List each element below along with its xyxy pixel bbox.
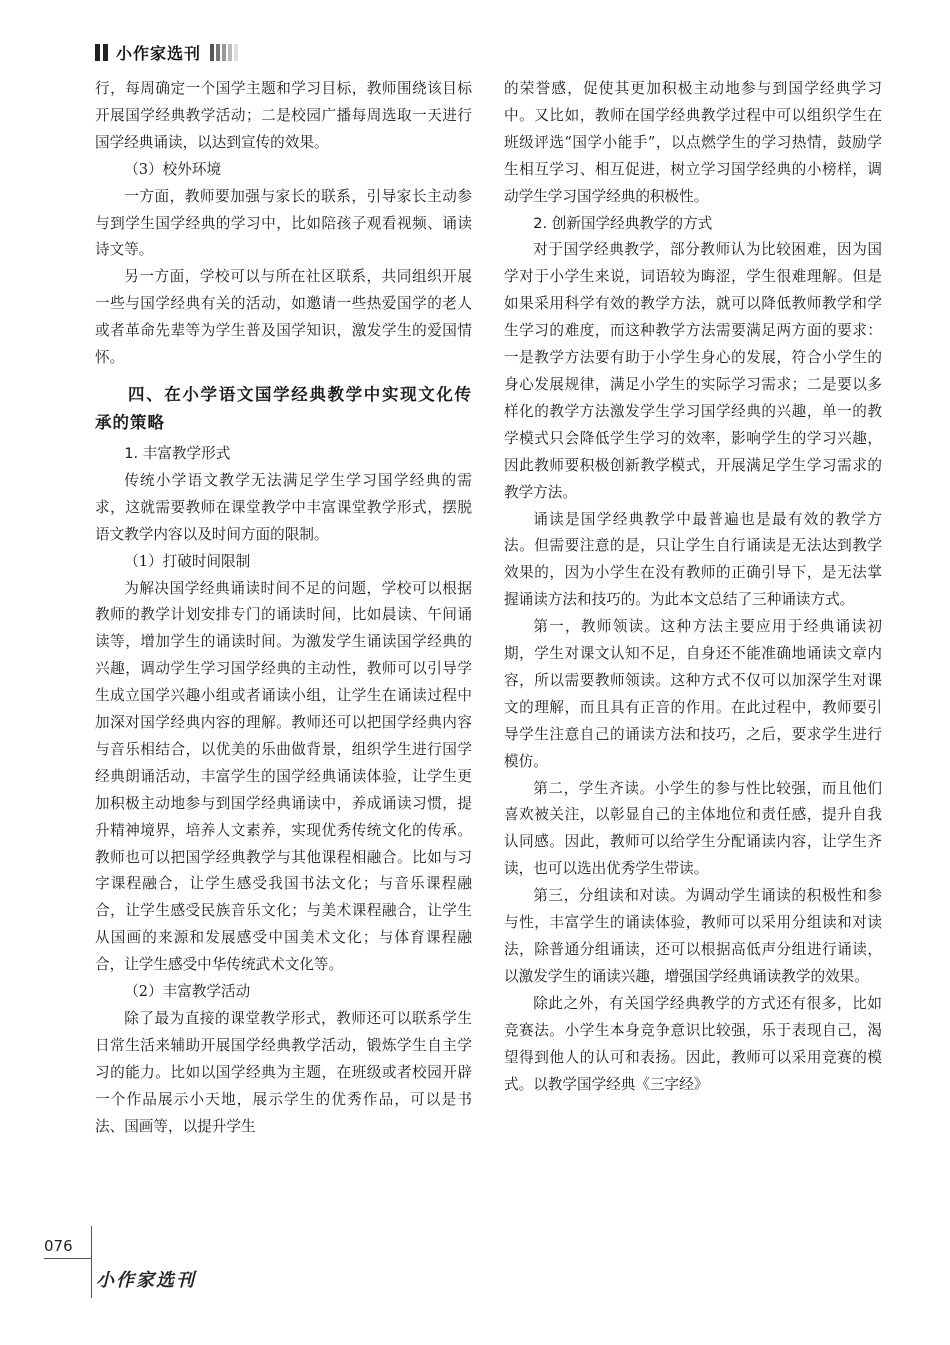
paragraph: 第三，分组读和对读。为调动学生诵读的积极性和参与性，丰富学生的诵读体验，教师可以采用分组读和对读法，除普通分组诵读，还可以根据高低声分组进行诵读，以激发学生的诵读兴趣，增强国学经典诵读教学的效果。	[504, 887, 882, 985]
left-column	[95, 76, 472, 1141]
page-number: 076	[44, 1237, 73, 1255]
paragraph: 第一，教师领读。这种方法主要应用于经典诵读初期，学生对课文认知不足，自身还不能准确地诵读文章内容，所以需要教师领读。这种方式不仅可以加深学生对课文的理解，而且具有正音的作用。在此过程中，教师要引导学生注意自己的诵读方法和技巧，之后，要求学生进行模仿。	[504, 618, 882, 770]
paragraph: 除此之外，有关国学经典教学的方式还有很多，比如竞赛法。小学生本身竞争意识比较强，乐于表现自己，渴望得到他人的认可和表扬。因此，教师可以采用竞赛的模式。以教学国学经典《三字经》	[504, 994, 882, 1093]
paragraph: 对于国学经典教学，部分教师认为比较困难，因为国学对于小学生来说，词语较为晦涩，学生很难理解。但是如果采用科学有效的教学方法，就可以降低教师教学和学生学习的难度，而这种教学方法需要满足两方面的要求：一是教学方法要有助于小学生身心的发展，符合小学生的身心发展规律，满足小学生的实际学习需求；二是要以多样化的教学方法激发学生学习国学经典的兴趣，单一的教学模式只会降低学生学习的效率，影响学生的学习兴趣，因此教师要积极创新教学模式，开展满足学生学习需求的教学方法。	[504, 241, 882, 501]
paragraph: 除了最为直接的课堂教学形式，教师还可以联系学生日常生活来辅助开展国学经典教学活动，锻炼学生自主学习的能力。比如以国学经典为主题，在班级或者校园开辟一个作品展示小天地，展示学生的优秀作品，可以是书法、国画等，以提升学生	[95, 1010, 472, 1135]
subsection-heading: （3）校外环境	[124, 160, 222, 178]
header-gradient-bars-icon	[210, 44, 238, 61]
header-bar	[216, 44, 220, 61]
header-bar	[222, 44, 226, 61]
paragraph-continued: 的荣誉感，促使其更加积极主动地参与到国学经典学习中。又比如，教师在国学经典教学过程中可以组织学生在班级评选“国学小能手”，以点燃学生的学习热情，鼓励学生相互学习、相互促进，树立学习国学经典的小榜样，调动学生学习国学经典的积极性。	[504, 80, 882, 205]
paragraph-continued: 行，每周确定一个国学主题和学习目标，教师围绕该目标开展国学经典教学活动；二是校园广播每周选取一天进行国学经典诵读，以达到宣传的效果。	[95, 80, 472, 151]
journal-title: 小作家选刊	[116, 43, 202, 63]
journal-logo: 小作家选刊	[96, 1270, 196, 1291]
paragraph: 诵读是国学经典教学中最普遍也是最有效的教学方法。但需要注意的是，只让学生自行诵读是无法达到教学效果的，因为小学生在没有教师的正确引导下，是无法掌握诵读方法和技巧的。为此本文总结了三种诵读方式。	[504, 510, 882, 609]
subsection-heading: （2）丰富教学活动	[124, 983, 251, 1001]
subsection-heading: 1. 丰富教学形式	[124, 444, 231, 462]
footer-divider-horizontal	[44, 1258, 92, 1259]
right-column	[504, 76, 882, 1098]
header-bar	[234, 44, 238, 61]
paragraph: 一方面，教师要加强与家长的联系，引导家长主动参与到学生国学经典的学习中，比如陪孩子观看视频、诵读诗文等。	[95, 187, 472, 259]
section-heading: 四、在小学语文国学经典教学中实现文化传承的策略	[95, 384, 472, 432]
paragraph: 传统小学语文教学无法满足学生学习国学经典的需求，这就需要教师在课堂教学中丰富课堂教学形式，摆脱语文教学内容以及时间方面的限制。	[95, 471, 472, 543]
paragraph: 另一方面，学校可以与所在社区联系，共同组织开展一些与国学经典有关的活动，如邀请一些热爱国学的老人或者革命先辈等为学生普及国学知识，激发学生的爱国情怀。	[95, 268, 472, 367]
paragraph: 为解决国学经典诵读时间不足的问题，学校可以根据教师的教学计划安排专门的诵读时间，比如晨读、午间诵读等，增加学生的诵读时间。为激发学生诵读国学经典的兴趣，调动学生学习国学经典的主动性，教师可以引导学生成立国学兴趣小组或者诵读小组，让学生在诵读过程中加深对国学经典内容的理解。教师还可以把国学经典内容与音乐相结合，以优美的乐曲做背景，组织学生进行国学经典朗诵活动，丰富学生的国学经典诵读体验，让学生更加积极主动地参与到国学经典诵读中，养成诵读习惯，提升精神境界，培养人文素养，实现优秀传统文化的传承。教师也可以把国学经典教学与其他课程相融合。比如与习字课程融合，让学生感受我国书法文化；与音乐课程融合，让学生感受民族音乐文化；与美术课程融合，让学生从国画的来源和发展感受中国美术文化；与体育课程融合，让学生感受中华传统武术文化等。	[95, 579, 472, 974]
footer-divider-vertical	[91, 1226, 92, 1298]
header-bar-icon	[95, 44, 108, 61]
subsection-heading: 2. 创新国学经典教学的方式	[533, 214, 713, 232]
header-bar	[228, 44, 232, 61]
paragraph: 第二，学生齐读。小学生的参与性比较强，而且他们喜欢被关注，以彰显自己的主体地位和责任感，提升自我认同感。因此，教师可以给学生分配诵读内容，让学生齐读，也可以选出优秀学生带读。	[504, 779, 882, 878]
running-header	[95, 38, 238, 66]
subsection-heading: （1）打破时间限制	[124, 552, 251, 570]
header-bar	[210, 44, 214, 61]
